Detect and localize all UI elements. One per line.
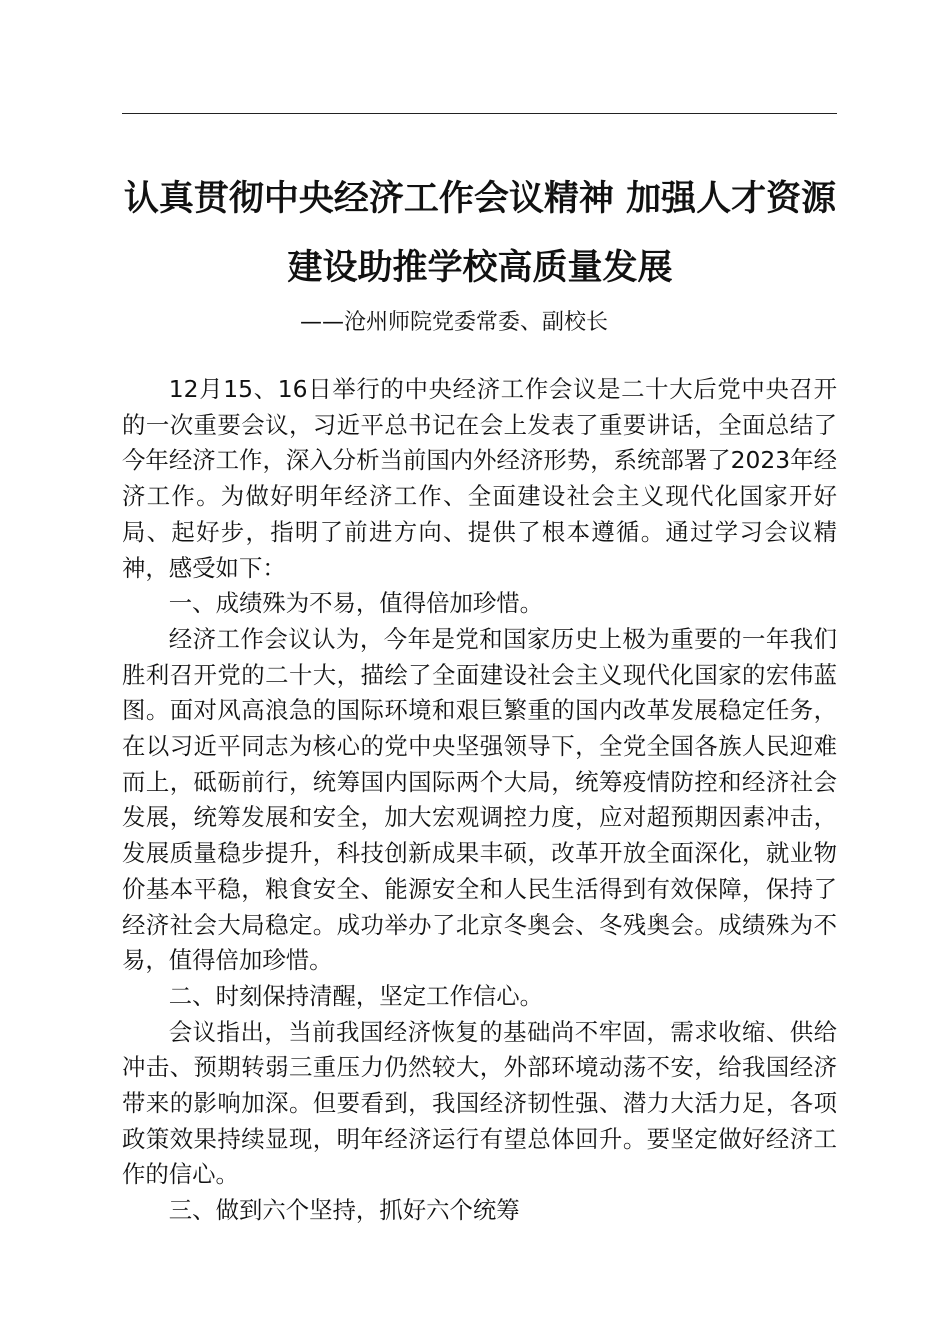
paragraph-section-1: 经济工作会议认为，今年是党和国家历史上极为重要的一年我们胜利召开党的二十大，描绘了全面建设社会主义现代化国家的宏伟蓝图。面对风高浪急的国际环境和艰巨繁重的国内改革发展稳定任务，在以习近平同志为核心的党中央坚强领导下，全党全国各族人民迎难而上，砥砺前行，统筹国内国际两个大局，统筹疫情防控和经济社会发展，统筹发展和安全，加大宏观调控力度，应对超预期因素冲击，发展质量稳步提升，科技创新成果丰硕，改革开放全面深化，就业物价基本平稳，粮食安全、能源安全和人民生活得到有效保障，保持了经济社会大局稳定。成功举办了北京冬奥会、冬残奥会。成绩殊为不易，值得倍加珍惜。 — [122, 624, 837, 975]
section-heading-1: 一、成绩殊为不易，值得倍加珍惜。 — [168, 589, 544, 618]
title-line-1: 认真贯彻中央经济工作会议精神 加强人才资源 — [123, 179, 837, 219]
author-subtitle: ——沧州师院党委常委、副校长 — [300, 310, 609, 335]
section-heading-3: 三、做到六个坚持，抓好六个统筹 — [168, 1196, 520, 1225]
header-rule — [122, 113, 837, 114]
section-heading-2: 二、时刻保持清醒，坚定工作信心。 — [168, 981, 544, 1010]
paragraph-intro: 12月15、16日举行的中央经济工作会议是二十大后党中央召开的一次重要会议，习近平总书记在会上发表了重要讲话，全面总结了今年经济工作，深入分析当前国内外经济形势，系统部署了2023年经济工作。为做好明年经济工作、全面建设社会主义现代化国家开好局、起好步，指明了前进方向、提供了根本遵循。通过学习会议精神，感受如下： — [122, 375, 837, 582]
paragraph-section-2: 会议指出，当前我国经济恢复的基础尚不牢固，需求收缩、供给冲击、预期转弱三重压力仍然较大，外部环境动荡不安，给我国经济带来的影响加深。但要看到，我国经济韧性强、潜力大活力足，各项政策效果持续显现，明年经济运行有望总体回升。要坚定做好经济工作的信心。 — [122, 1017, 837, 1189]
title-line-2: 建设助推学校高质量发展 — [287, 248, 673, 288]
document-body — [122, 372, 837, 1229]
